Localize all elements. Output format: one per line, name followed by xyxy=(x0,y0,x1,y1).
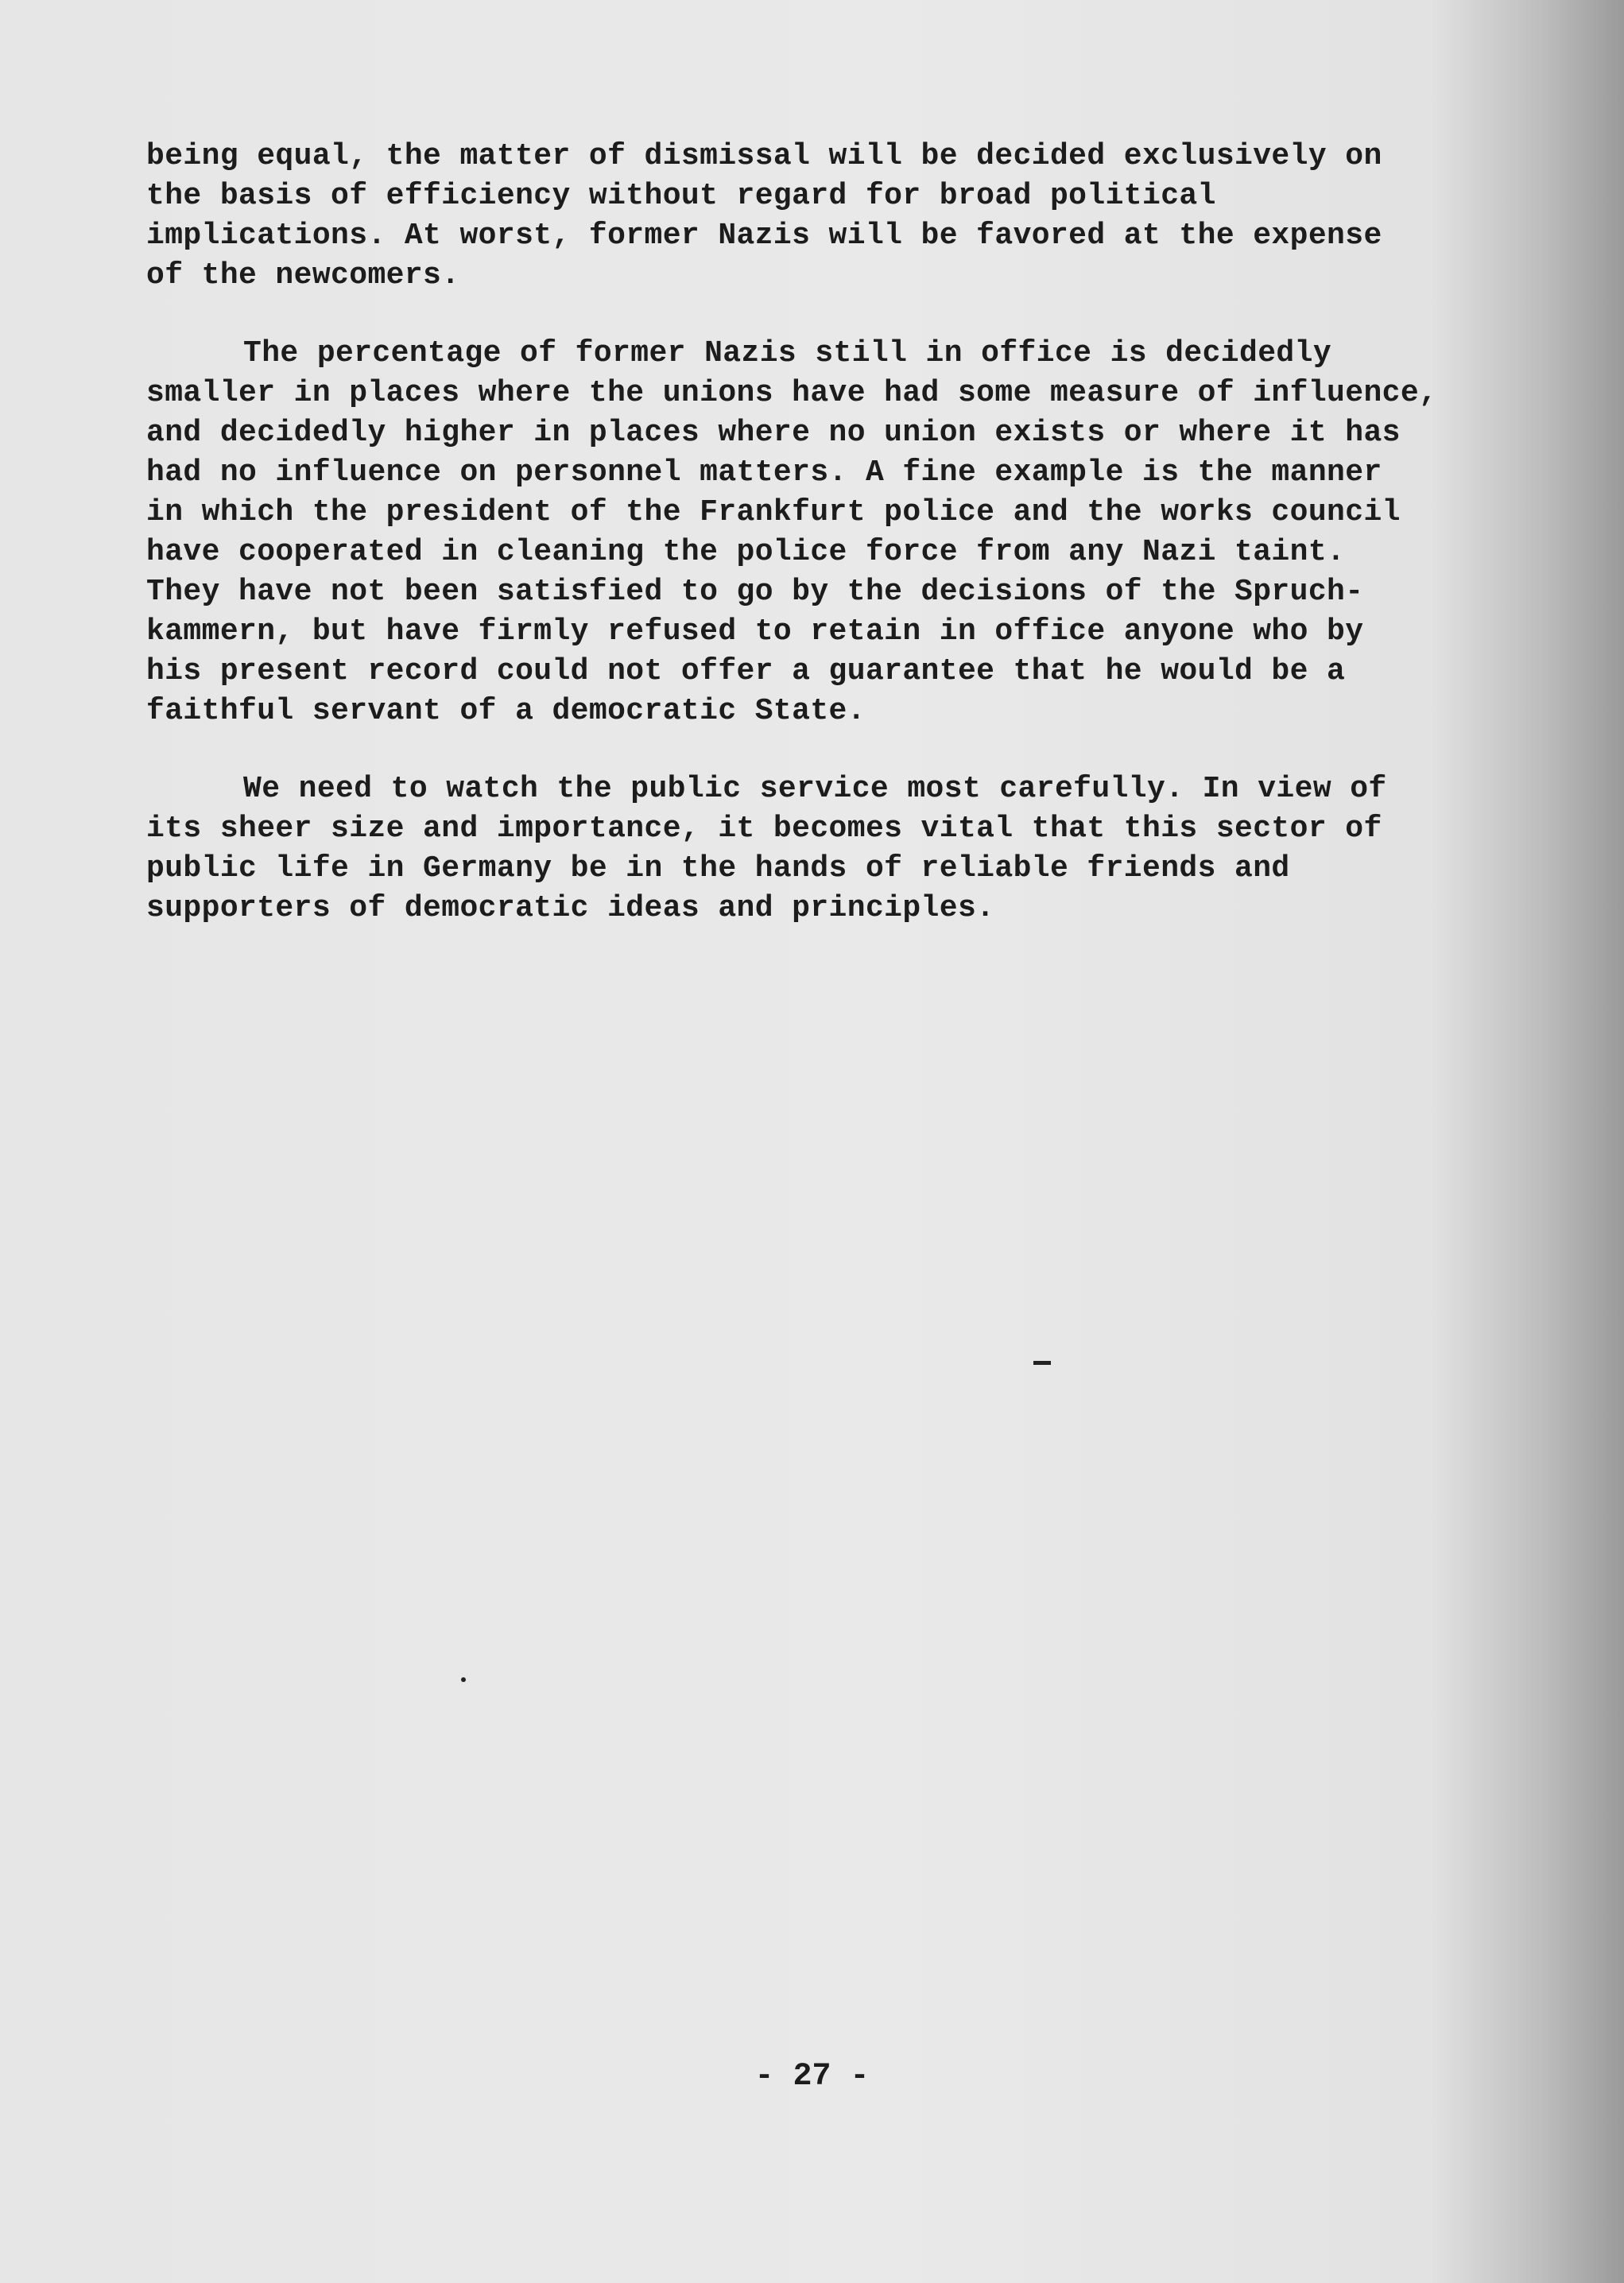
text-line: supporters of democratic ideas and principles. xyxy=(146,891,995,925)
ink-speck xyxy=(461,1677,466,1682)
text-line: have cooperated in cleaning the police force from any Nazi taint. xyxy=(146,535,1346,569)
text-line: The percentage of former Nazis still in office is decidedly xyxy=(243,336,1332,370)
text-line: They have not been satisfied to go by the decisions of the Spruch- xyxy=(146,575,1364,609)
text-line: kammern, but have firmly refused to retain in office anyone who by xyxy=(146,614,1364,649)
text-line: public life in Germany be in the hands of reliable friends and xyxy=(146,851,1290,886)
body-text xyxy=(146,137,1514,928)
paragraph-spacer xyxy=(146,731,1514,769)
text-line: being equal, the matter of dismissal will be decided exclusively on xyxy=(146,139,1382,173)
text-line: faithful servant of a democratic State. xyxy=(146,694,866,728)
text-line: the basis of efficiency without regard for broad political xyxy=(146,179,1216,213)
paragraph-spacer xyxy=(146,296,1514,334)
text-line: had no influence on personnel matters. A fine example is the manner xyxy=(146,455,1382,490)
text-line: smaller in places where the unions have had some measure of influence, xyxy=(146,376,1438,410)
paragraph-continuation xyxy=(146,137,1514,296)
text-line: We need to watch the public service most carefully. In view of xyxy=(243,772,1387,806)
text-line: implications. At worst, former Nazis will be favored at the expense xyxy=(146,219,1382,253)
text-line: its sheer size and importance, it becomes vital that this sector of xyxy=(146,812,1382,846)
text-line: his present record could not offer a guarantee that he would be a xyxy=(146,654,1346,688)
text-line: of the newcomers. xyxy=(146,258,460,293)
ink-speck xyxy=(1033,1361,1051,1365)
page-number: - 27 - xyxy=(754,2059,870,2095)
paragraph-public-service xyxy=(146,769,1514,928)
paragraph-former-nazis xyxy=(146,334,1514,731)
text-line: and decidedly higher in places where no union exists or where it has xyxy=(146,416,1401,450)
text-line: in which the president of the Frankfurt police and the works council xyxy=(146,495,1401,529)
